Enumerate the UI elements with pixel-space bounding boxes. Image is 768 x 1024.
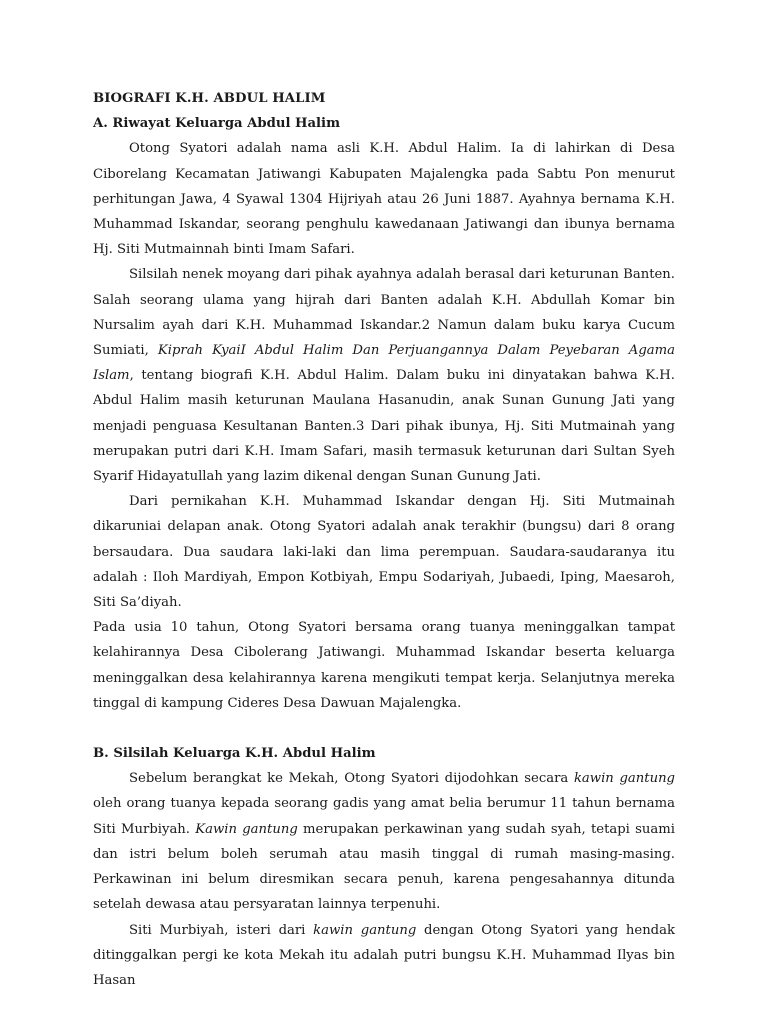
section-b-body — [93, 766, 675, 993]
term-italic: kawin gantung — [313, 922, 417, 938]
paragraph — [93, 489, 675, 615]
paragraph — [93, 918, 675, 994]
section-a-body — [93, 136, 675, 716]
section-a-heading: A. Riwayat Keluarga Abdul Halim — [93, 116, 341, 132]
document-page — [93, 86, 675, 993]
paragraph-text: oleh orang tuanya kepada seorang gadis yang amat belia berumur 11 tahun bernama Siti Murbiyah. — [93, 796, 675, 837]
term-italic: Kawin gantung — [195, 821, 298, 837]
paragraph-text: , tentang biografi K.H. Abdul Halim. Dalam buku ini dinyatakan bahwa K.H. Abdul Halim masih keturunan Maulana Hasanudin, anak Sunan Gunung Jati yang menjadi penguasa Kesultanan Banten.3 Dari pihak ibunya, Hj. Siti Mutmainah yang merupakan putri dari K.H. Imam Safari, masih termasuk keturunan dari Sultan Syeh Syarif Hidayatullah yang lazim dikenal dengan Sunan Gunung Jati. — [93, 368, 675, 485]
paragraph-text: dengan Otong Syatori yang hendak ditinggalkan pergi ke kota Mekah itu adalah putri bungsu K.H. Muhammad Ilyas bin Hasan — [93, 922, 675, 988]
paragraph — [93, 766, 675, 917]
paragraph-text: Otong Syatori adalah nama asli K.H. Abdul Halim. Ia di lahirkan di Desa Ciborelang Kecamatan Jatiwangi Kabupaten Majalengka pada Sabtu Pon menurut perhitungan Jawa, 4 Syawal 1304 Hijriyah atau 26 Juni 1887. Ayahnya bernama K.H. Muhammad Iskandar, seorang penghulu kawedanaan Jatiwangi dan ibunya bernama Hj. Siti Mutmainnah binti Imam Safari. — [93, 141, 675, 258]
paragraph-text: Silsilah nenek moyang dari pihak ayahnya adalah berasal dari keturunan Banten. Salah seorang ulama yang hijrah dari Banten adalah K.H. Abdullah Komar bin Nursalim ayah dari K.H. Muhammad Iskandar.2 Namun dalam buku karya Cucum Sumiati, — [93, 267, 675, 359]
paragraph — [93, 262, 675, 489]
paragraph-text: Sebelum berangkat ke Mekah, Otong Syatori dijodohkan secara — [129, 771, 574, 787]
section-b-heading: B. Silsilah Keluarga K.H. Abdul Halim — [93, 746, 376, 762]
section-spacer — [93, 716, 675, 741]
document-title: BIOGRAFI K.H. ABDUL HALIM — [93, 91, 326, 106]
paragraph — [93, 136, 675, 262]
book-title-italic: Kiprah KyaiI Abdul Halim Dan Perjuangannya Dalam Peyebaran Agama Islam — [93, 343, 675, 384]
paragraph-text: Pada usia 10 tahun, Otong Syatori bersama orang tuanya meninggalkan tampat kelahirannya Desa Cibolerang Jatiwangi. Muhammad Iskandar beserta keluarga meninggalkan desa kelahirannya karena mengikuti tempat kerja. Selanjutnya mereka tinggal di kampung Cideres Desa Dawuan Majalengka. — [93, 620, 675, 711]
paragraph — [93, 615, 675, 716]
paragraph-text: merupakan perkawinan yang sudah syah, tetapi suami dan istri belum boleh serumah atau masih tinggal di rumah masing-masing. Perkawinan ini belum diresmikan secara penuh, karena pengesahannya ditunda setelah dewasa atau persyaratan lainnya terpenuhi. — [93, 821, 675, 913]
term-italic: kawin gantung — [573, 771, 676, 787]
paragraph-text: Siti Murbiyah, isteri dari — [129, 922, 314, 938]
paragraph-text: Dari pernikahan K.H. Muhammad Iskandar dengan Hj. Siti Mutmainah dikaruniai delapan anak. Otong Syatori adalah anak terakhir (bungsu) dari 8 orang bersaudara. Dua saudara laki-laki dan lima perempuan. Saudara-saudaranya itu adalah : Iloh Mardiyah, Empon Kotbiyah, Empu Sodariyah, Jubaedi, Iping, Maesaroh, Siti Sa’diyah. — [93, 494, 675, 611]
